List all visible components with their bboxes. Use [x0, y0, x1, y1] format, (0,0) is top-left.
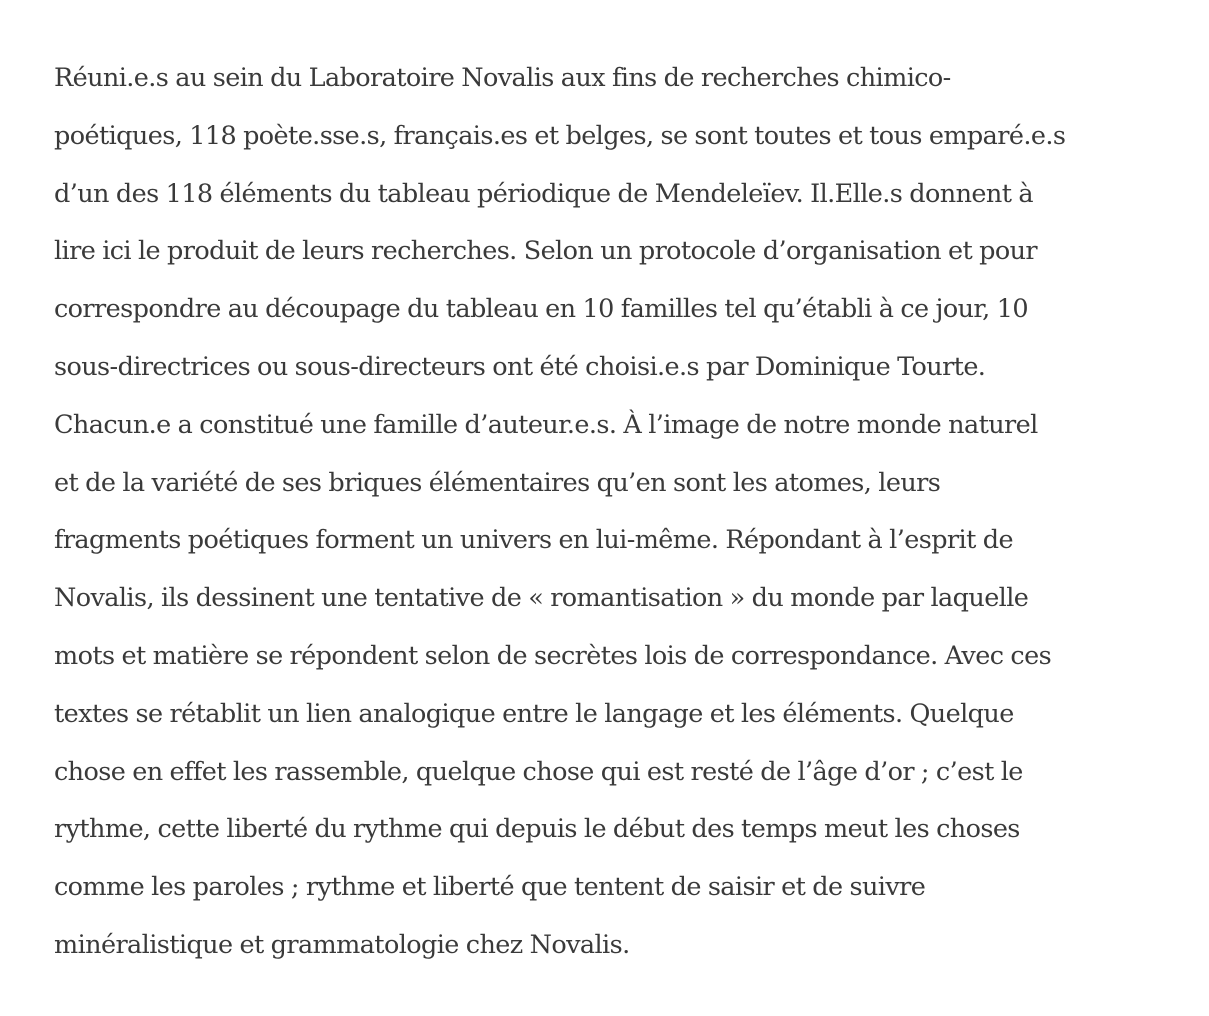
paragraph-line: rythme, cette liberté du rythme qui depuis le début des temps meut les choses	[54, 814, 1020, 845]
paragraph-line: sous-directrices ou sous-directeurs ont été choisi.e.s par Dominique Tourte.	[54, 351, 986, 382]
paragraph-line: chose en effet les rassemble, quelque chose qui est resté de l’âge d’or ; c’est le	[54, 756, 1023, 787]
article-paragraph	[54, 50, 1194, 975]
paragraph-line: minéralistique et grammatologie chez Novalis.	[54, 929, 630, 960]
paragraph-line: Chacun.e a constitué une famille d’auteur.e.s. À l’image de notre monde naturel	[54, 409, 1038, 440]
paragraph-line: textes se rétablit un lien analogique entre le langage et les éléments. Quelque	[54, 698, 1014, 729]
paragraph-line: Réuni.e.s au sein du Laboratoire Novalis aux fins de recherches chimico-	[54, 63, 951, 93]
paragraph-line: correspondre au découpage du tableau en 10 familles tel qu’établi à ce jour, 10	[54, 294, 1028, 325]
paragraph-line: et de la variété de ses briques élémentaires qu’en sont les atomes, leurs	[54, 467, 941, 498]
paragraph-line: Novalis, ils dessinent une tentative de « romantisation » du monde par laquelle	[54, 583, 1029, 614]
paragraph-line: lire ici le produit de leurs recherches. Selon un protocole d’organisation et pour	[54, 236, 1037, 267]
paragraph-line: comme les paroles ; rythme et liberté que tentent de saisir et de suivre	[54, 872, 926, 903]
paragraph-line: mots et matière se répondent selon de secrètes lois de correspondance. Avec ces	[54, 640, 1052, 671]
paragraph-line: fragments poétiques forment un univers en lui-même. Répondant à l’esprit de	[54, 525, 1013, 556]
paragraph-line: d’un des 118 éléments du tableau périodique de Mendeleïev. Il.Elle.s donnent à	[54, 178, 1033, 209]
paragraph-line: poétiques, 118 poète.sse.s, français.es et belges, se sont toutes et tous emparé.e.s	[54, 120, 1066, 151]
